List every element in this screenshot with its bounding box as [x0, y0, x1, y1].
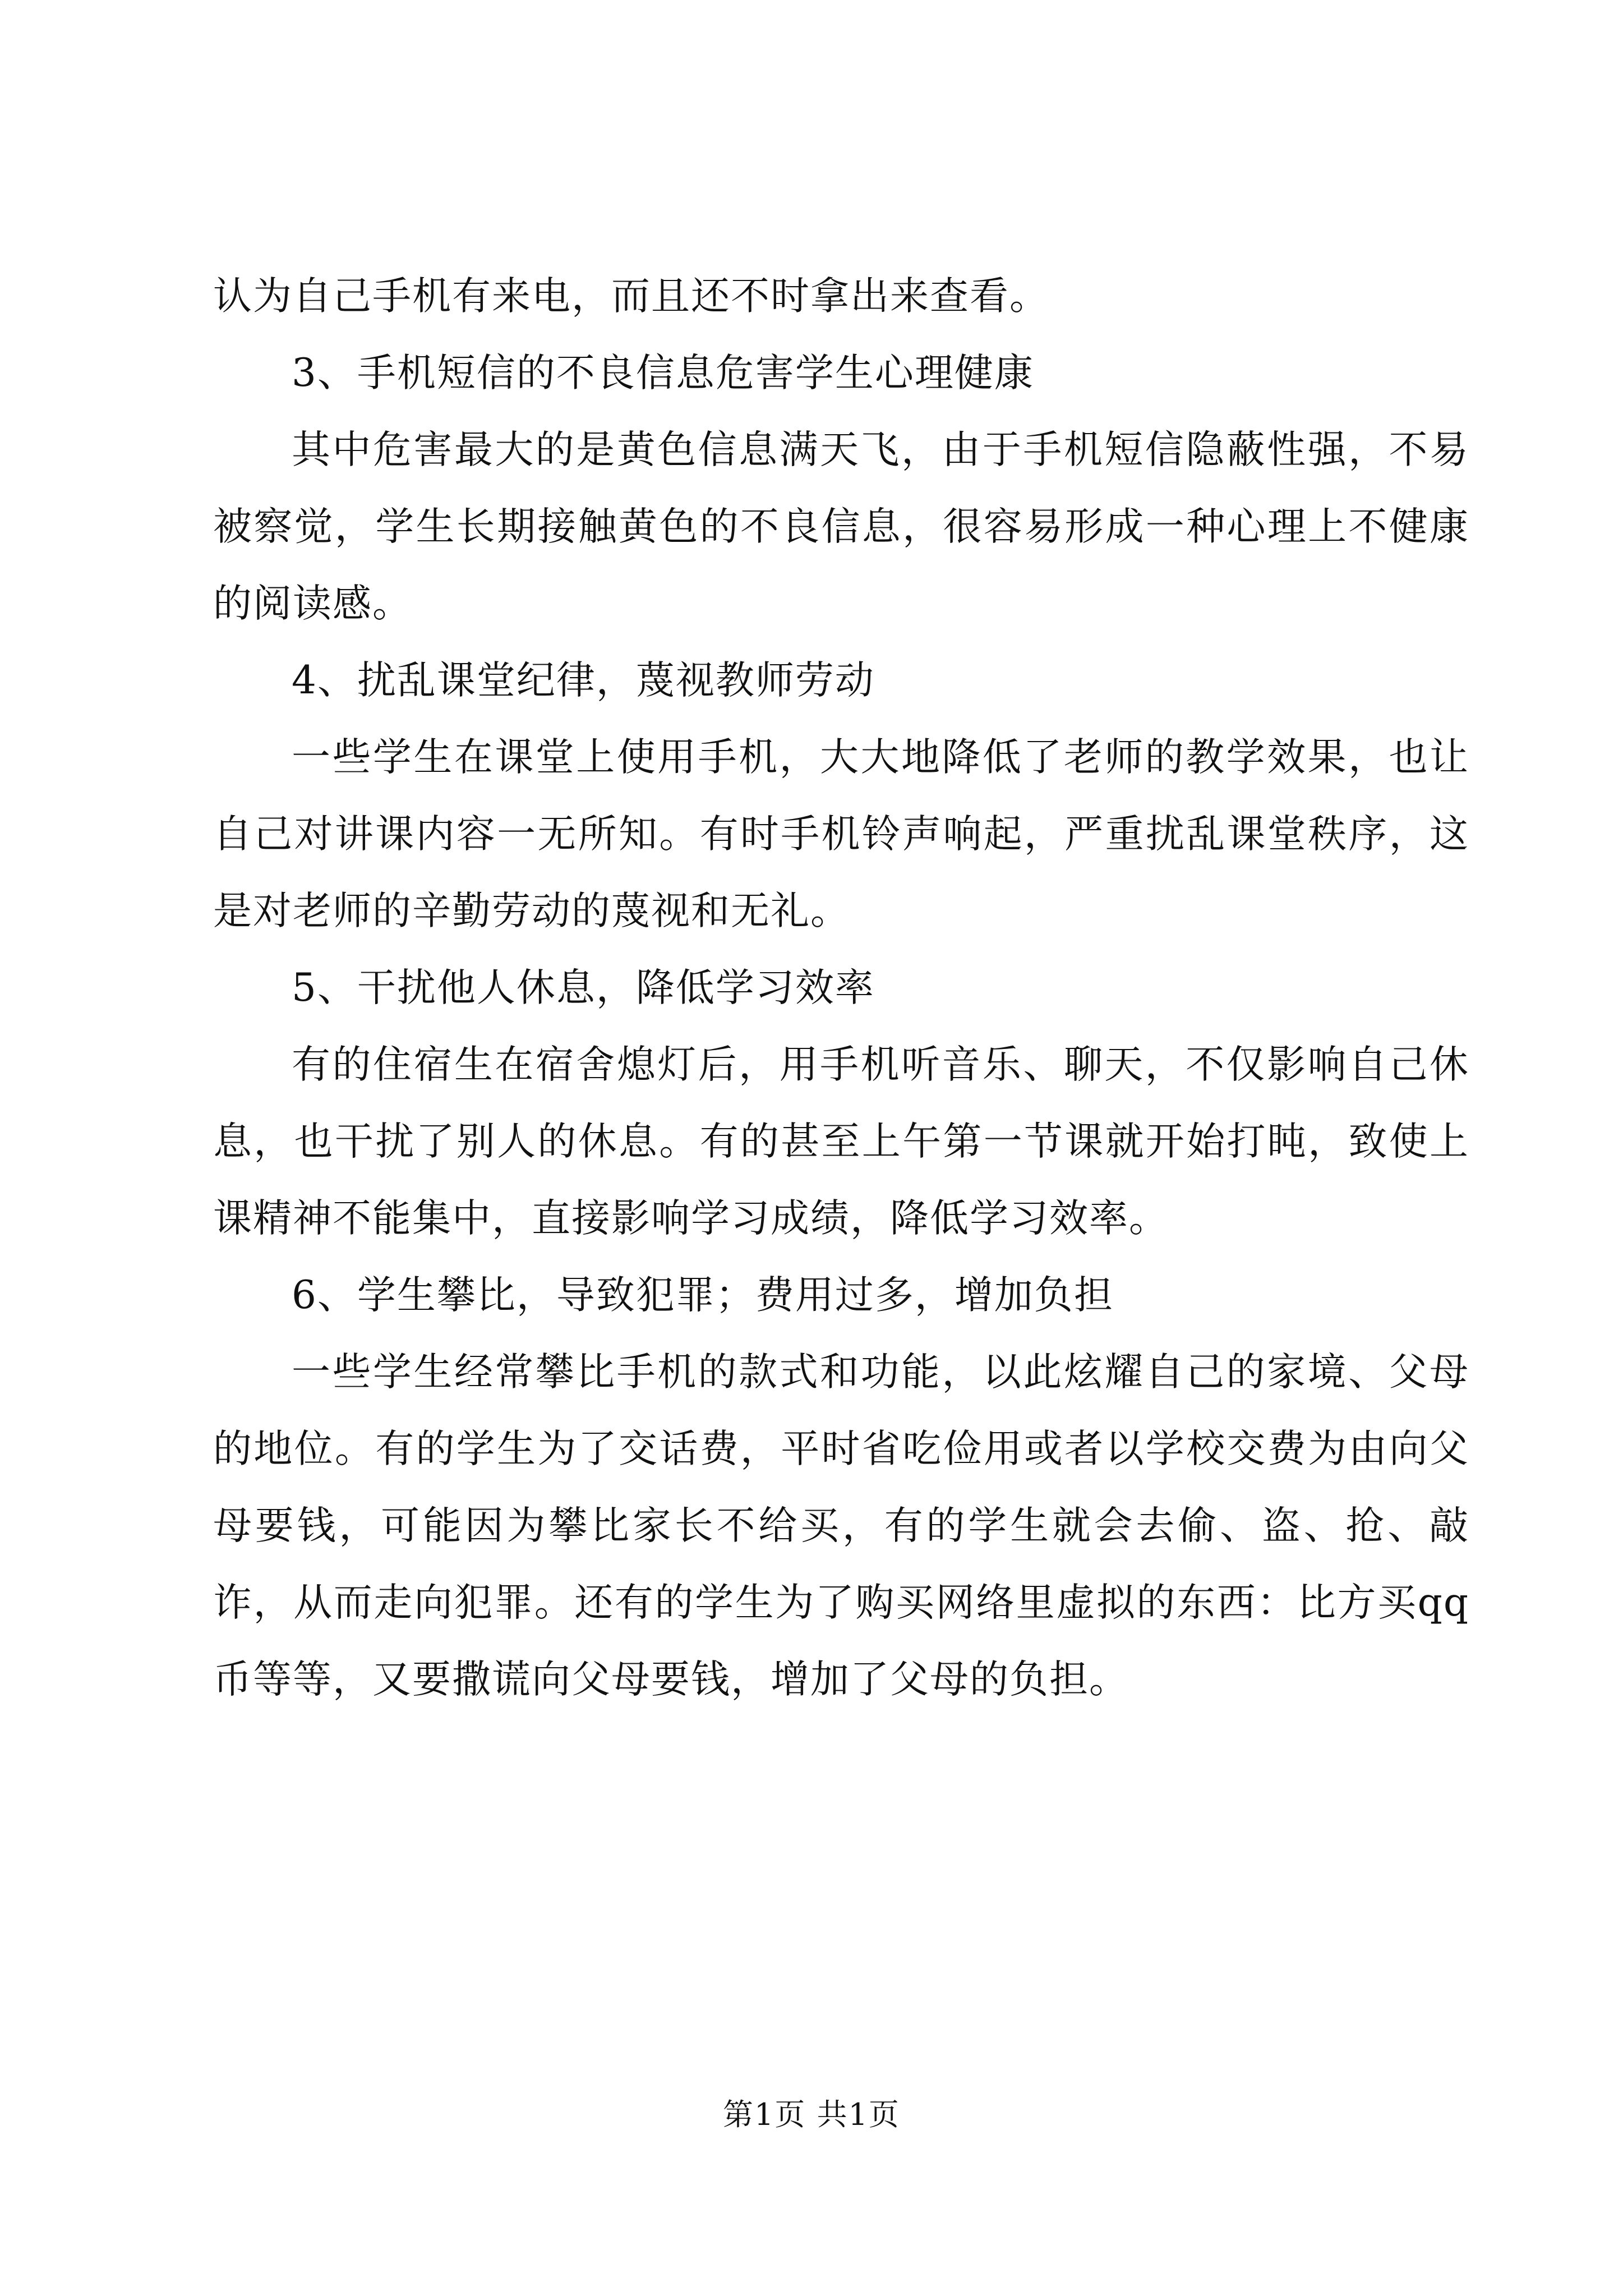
heading-4: 4、扰乱课堂纪律，蔑视教师劳动: [292, 658, 875, 703]
paragraph-3: 其中危害最大的是黄色信息满天飞，由于手机短信隐蔽性强，不易被察觉，学生长期接触黄色的不良信息，很容易形成一种心理上不健康的阅读感。: [213, 427, 1469, 626]
heading-3: 3、手机短信的不良信息危害学生心理健康: [292, 351, 1034, 395]
paragraph-4: 一些学生在课堂上使用手机，大大地降低了老师的教学效果，也让自己对讲课内容一无所知。有时手机铃声响起，严重扰乱课堂秩序，这是对老师的辛勤劳动的蔑视和无礼。: [213, 735, 1469, 933]
document-body: [213, 258, 1469, 1718]
page-footer: 第1页 共1页: [723, 2097, 900, 2132]
paragraph-5: 有的住宿生在宿舍熄灯后，用手机听音乐、聊天，不仅影响自己休息，也干扰了别人的休息。有的甚至上午第一节课就开始打盹，致使上课精神不能集中，直接影响学习成绩，降低学习效率。: [213, 1042, 1469, 1241]
heading-5: 5、干扰他人休息，降低学习效率: [292, 965, 875, 1010]
paragraph-1: 认为自己手机有来电，而且还不时拿出来查看。: [213, 274, 1049, 319]
paragraph-6: 一些学生经常攀比手机的款式和功能，以此炫耀自己的家境、父母的地位。有的学生为了交话费，平时省吃俭用或者以学校交费为由向父母要钱，可能因为攀比家长不给买，有的学生就会去偷、盗、抢、敲诈，从而走向犯罪。还有的学生为了购买网络里虚拟的东西：比方买qq币等等，又要撒谎向父母要钱，增加了父母的负担。: [213, 1350, 1469, 1702]
heading-6: 6、学生攀比，导致犯罪；费用过多，增加负担: [292, 1273, 1114, 1318]
